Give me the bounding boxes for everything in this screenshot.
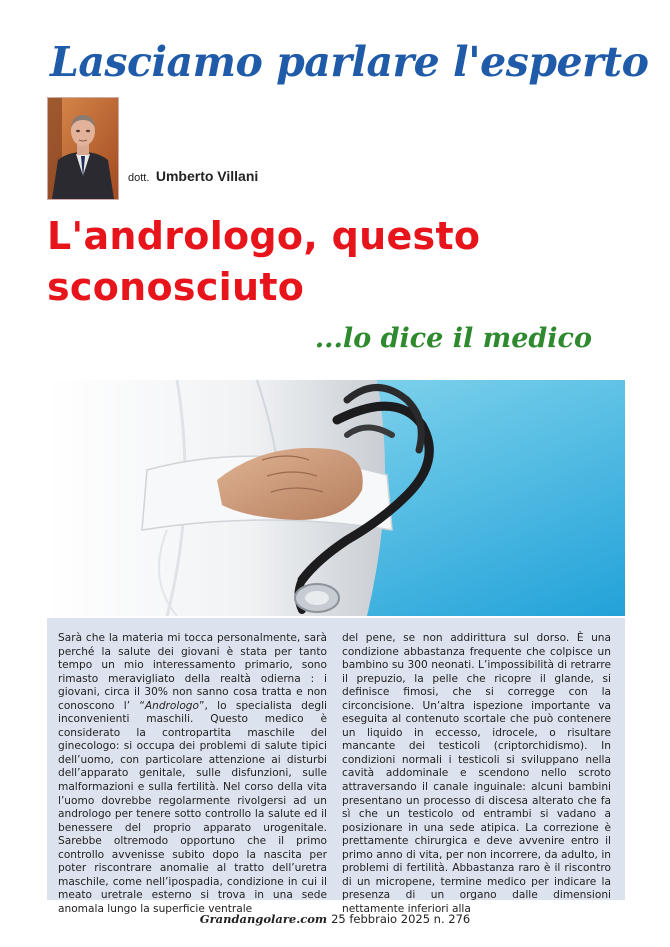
doctor-stethoscope-illustration (47, 380, 625, 616)
footer (0, 912, 670, 926)
footer-date-issue: 25 febbraio 2025 n. 276 (331, 912, 471, 926)
author-prefix: dott. (128, 172, 150, 184)
author-byline (128, 168, 258, 186)
article-title: L'andrologo, questo sconosciuto (47, 214, 481, 309)
article-text: Sarà che la materia mi tocca personalmente, sarà perché la salute dei giovani è stata per tanto tempo un mio interessamento primario, sono rimasto meravigliato della realtà odierna : i giovani, circa il 30% non sanno cosa tratta e non conoscono l’ “ (58, 632, 327, 712)
article-text: ”, lo specialista degli inconvenienti maschili. Questo medico è considerato la contropartita maschile del ginecologo: si occupa dei problemi di salute tipici dell’uomo, con particolare attenzione ai disturbi dell’apparato genitale, sulle disfunzioni, sulle malformazioni e sulla fertilità. Nel corso della vita l’uomo dovrebbe regolarmente rivolgersi ad un andrologo per tenere sotto controllo la salute ed il benessere del proprio apparato urogenitale. Sarebbe oltremodo opportuno che il primo controllo avvenisse subito dopo la nascita per poter riscontrare anomalie al tratto dell’uretra maschile, come nell’ipospadia, condizione in cui il meato uretrale esterno si trova in una sede anomala lungo la superficie ventrale (58, 699, 328, 915)
footer-site-name: Grandangolare.com (199, 912, 328, 926)
article-column-1 (58, 632, 328, 915)
author-photo (47, 97, 119, 200)
article-emphasis: Andrologo (144, 699, 200, 712)
author-name: Umberto Villani (155, 168, 259, 184)
article-column-2: del pene, se non addirittura sul dorso. È una condizione abbastanza frequente che colpisce un bambino su 300 neonati. L’impossibilità di retrarre il prepuzio, la pelle che ricopre il glande, si definisce fimosi, che si corregge con la circoncisione. Un’altra ispezione importante va eseguita al contenuto scortale che può contenere un liquido in eccesso, idrocele, o risultare mancante dei testicoli (criptorchidismo). In condizioni normali i testicoli si sviluppano nella cavità addominale e scendono nello scroto attraversando il canale inguinale: alcuni bambini presentano un processo di discesa alterato che fa sì che un testicolo od entrambi si vadano a posizionare in una sede atipica. La correzione è prettamente chirurgica e deve avvenire entro il primo anno di vita, per non incorrere, da adulto, in problemi di fertilità. Abbastanza raro è il riscontro di un micropene, termine medico per indicare la presenza di un organo dalle dimensioni nettamente inferiori alla (342, 632, 611, 915)
hero-image-doctor-stethoscope (47, 380, 625, 616)
author-portrait-image (48, 98, 118, 199)
header-title: Lasciamo parlare l'esperto (50, 38, 649, 86)
article-body (47, 618, 625, 915)
article-subtitle: ...lo dice il medico (314, 323, 592, 354)
